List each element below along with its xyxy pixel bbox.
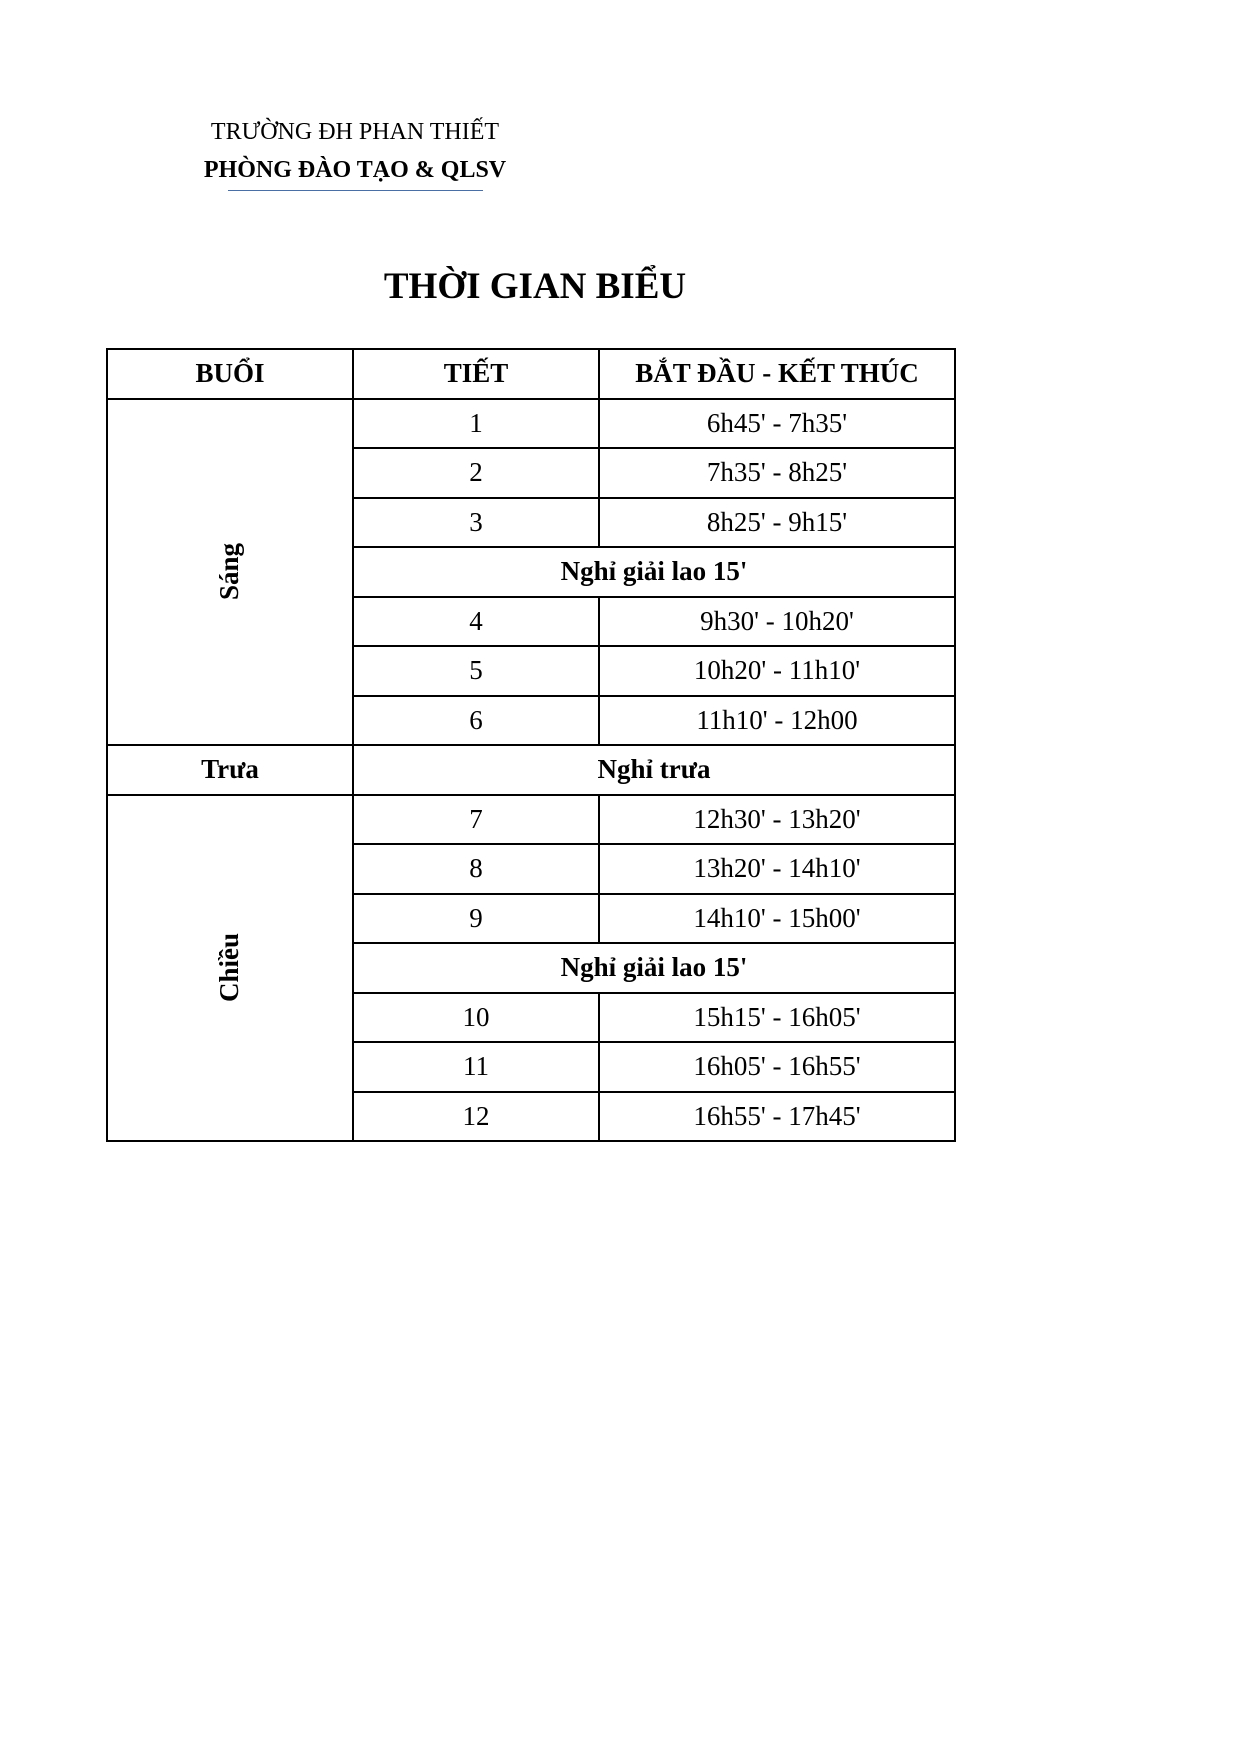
period-cell: 7 <box>353 795 599 845</box>
table-row <box>107 399 955 449</box>
column-header-session: BUỔI <box>107 349 353 399</box>
column-header-period: TIẾT <box>353 349 599 399</box>
session-label-noon: Trưa <box>107 745 353 795</box>
time-cell: 10h20' - 11h10' <box>599 646 955 696</box>
table-header-row <box>107 349 955 399</box>
time-cell: 9h30' - 10h20' <box>599 597 955 647</box>
page-title: THỜI GIAN BIỂU <box>383 266 687 307</box>
period-cell: 5 <box>353 646 599 696</box>
time-cell: 14h10' - 15h00' <box>599 894 955 944</box>
noon-break-cell: Nghỉ trưa <box>353 745 955 795</box>
school-name: TRƯỜNG ĐH PHAN THIẾT <box>210 119 500 145</box>
time-cell: 8h25' - 9h15' <box>599 498 955 548</box>
period-cell: 9 <box>353 894 599 944</box>
period-cell: 12 <box>353 1092 599 1142</box>
break-cell-morning: Nghỉ giải lao 15' <box>353 547 955 597</box>
time-cell: 6h45' - 7h35' <box>599 399 955 449</box>
period-cell: 4 <box>353 597 599 647</box>
time-cell: 16h05' - 16h55' <box>599 1042 955 1092</box>
time-cell: 11h10' - 12h00 <box>599 696 955 746</box>
header-block <box>190 112 520 191</box>
session-cell-afternoon <box>107 795 353 1142</box>
break-cell-afternoon: Nghỉ giải lao 15' <box>353 943 955 993</box>
period-cell: 11 <box>353 1042 599 1092</box>
time-cell: 15h15' - 16h05' <box>599 993 955 1043</box>
period-cell: 10 <box>353 993 599 1043</box>
department-name: PHÒNG ĐÀO TẠO & QLSV <box>203 157 507 183</box>
time-cell: 12h30' - 13h20' <box>599 795 955 845</box>
table-row-noon <box>107 745 955 795</box>
session-label-morning: Sáng <box>214 543 245 601</box>
session-label-afternoon: Chiều <box>214 933 245 1003</box>
time-cell: 7h35' - 8h25' <box>599 448 955 498</box>
period-cell: 6 <box>353 696 599 746</box>
time-cell: 13h20' - 14h10' <box>599 844 955 894</box>
department-underline <box>228 190 483 191</box>
column-header-time: BẮT ĐẦU - KẾT THÚC <box>599 349 955 399</box>
period-cell: 3 <box>353 498 599 548</box>
period-cell: 1 <box>353 399 599 449</box>
session-cell-morning <box>107 399 353 746</box>
table-row <box>107 795 955 845</box>
time-cell: 16h55' - 17h45' <box>599 1092 955 1142</box>
period-cell: 2 <box>353 448 599 498</box>
schedule-table <box>106 348 956 1142</box>
period-cell: 8 <box>353 844 599 894</box>
